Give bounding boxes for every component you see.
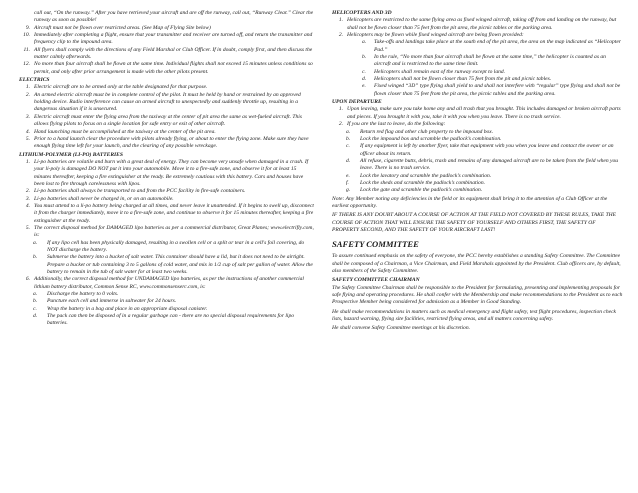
electrics-list [19,84,314,150]
list-text: Electric aircraft must enter the flying area from the taxiway at the center of pit area the same as wet-fueled aircraft. This allows flying pilots to focus on a single location for safe entry or exit of other aircraft. [34,113,302,128]
list-text: If any lipo cell has been physically damaged, resulting in a swollen cell or a split or tear in a cell's foil covering, do NOT discharge the battery. [47,239,305,253]
list-text: Helicopters shall not be flown closer than 75 feet from the pit and picnic tables. [374,76,552,83]
list-number: 5. [25,135,30,142]
list-number: f. [346,179,349,186]
list-text: Immediately after completing a flight, ensure that your transmitter and receiver are turned off, and return the transmitter and frequency clip to the impound area. [34,32,313,46]
list-item [19,188,314,195]
lipo-undamaged-disposal-list [19,291,314,328]
list-text: Helicopters shall remain east of the runway except to land. [374,68,506,75]
deficiency-note: Note: Any Member noting any deficiencies in the field or its equipment shall bring it to the attention of a Club Officer at the earliest opportunity. [332,195,608,209]
list-text: No more than four aircraft shall be flown at the same time. Individual flights shall not exceed 15 minutes unless conditions so permit, and only after prior arrangement is made with the other pilots present. [34,61,313,75]
list-text: Discharge the battery to 0 volts. [47,291,119,298]
list-number: g. [346,187,351,194]
list-number: c. [362,68,366,75]
doubt-statement: IF THERE IS ANY DOUBT ABOUT A COURSE OF ACTION AT THE FIELD NOT COVERED BY THESE RULES, TAKE THE COURSE OF ACTION THAT WILL ENSURE THE SAFETY OF YOURSELF AND OTHERS FIRST, THE SAFETY OF PROPERTY SECOND, AND THE SAFETY OF YOUR AIRCRAFT LAST! [332,212,617,233]
list-number: d. [33,313,38,320]
list-item [19,196,314,203]
list-item [19,203,314,225]
list-text: Fixed winged “3D” type flying shall yield to and shall not interfere with “regular” type flying and shall not be flown closer than 75 feet from the pit area, the picnic tables and the parking area. [374,83,621,97]
continued-text [19,10,314,25]
list-text: Hand launching must be accomplished at the taxiway at the center of the pit area. [34,128,216,135]
list-number: 4. [25,128,30,135]
list-number: 12. [23,61,30,68]
list-text: Aircraft must not be flown over restricted areas. (See Map of Flying Site below) [34,24,211,31]
list-number: b. [33,254,38,261]
runway-rules-list [19,25,314,76]
departure-list [332,106,624,128]
list-number: 3. [25,195,30,202]
list-text: Lock the impound box and scramble the padlock’s combination. [360,135,502,142]
safety-chairman-heading: SAFETY COMMITTEE CHAIRMAN [332,277,420,284]
list-item [332,106,624,121]
list-text: Li-po batteries shall always be transported to and from the PCC facility in fire-safe containers. [34,188,246,195]
list-number: 3. [25,113,30,120]
electrics-heading: ELECTRICS [19,77,50,84]
list-item [19,92,314,114]
list-number: 5. [25,224,30,231]
list-item [332,187,624,194]
list-text: Helicopters are restricted to the same flying area as fixed winged aircraft, taking off from and landing on the runway, but shall not be flown closer than 75 feet from the pit area, the picnic tables or the parking area. [347,17,617,31]
helicopters-provisions-list [332,39,624,98]
list-item [332,54,624,69]
list-number: 6. [25,276,30,283]
list-number: 1. [338,106,343,113]
list-number: d. [362,76,367,83]
list-number: 11. [23,46,30,53]
list-text: If any equipment is left by another flyer, take that equipment with you when you leave and contact the owner or an officer about its return. [360,143,614,157]
list-item [19,313,314,328]
list-number: 2. [338,121,343,128]
list-text: Electric aircraft are to be armed only at the table designated for that purpose. [34,84,208,91]
list-item [19,32,314,47]
list-item [19,159,314,188]
list-number: 9. [25,24,30,31]
list-number: a. [346,128,351,135]
list-text: The pack can then be disposed of in a regular garbage can - there are no special disposal requirements for lipo batteries. [47,313,295,327]
list-item [19,114,314,129]
list-number: 4. [25,202,30,209]
chairman-paragraph-3: He shall convene Safety Committee meetings at his discretion. [332,325,470,332]
safety-committee-paragraph: To assure continued emphasis on the safety of everyone, the PCC hereby establishes a standing Safety Committee. The Committee shall be composed of a Chairman, a Vice Chairman, and Field Marshals appointed by the President. Club officers are, by default, also members of the Safety Committee. [332,253,621,274]
chairman-paragraph-1: The Safety Committee Chairman shall be responsible to the President for formulating, presenting and implementing proposals for safe flying and operating procedures. He shall confer with the Membership and make recommendations to the President as to each Prospective Member being considered for admission as a Member in Good Standing. [332,284,623,306]
list-number: c. [33,305,37,312]
helicopters-heading: HELICOPTERS AND 3D [332,10,392,16]
list-item [332,129,624,136]
list-text: You must attend to a li-po battery being charged at all times, and never leave it unattended. If it begins to swell up, disconnect it from the charger immediately, move it to a fire-safe zone, and continue to observe it for 15 minutes thereafter, keeping a fire extinguisher at the ready. [34,202,314,224]
list-item [19,254,314,276]
list-item [332,83,624,98]
list-text: All flyers shall comply with the directions of any Field Marshal or Club Officer. If in doubt, comply first, and then discuss the matter calmly afterwards. [34,46,313,61]
list-text: In the rule, “No more than four aircraft shall be flown at the same time,” the helicopter is counted as an aircraft and is restricted to the same time limit. [374,54,606,68]
list-text: Return red flag and other club property to the impound box. [360,128,494,135]
list-item [19,129,314,136]
list-number: b. [33,298,38,305]
list-number: 1. [338,17,343,24]
list-number: b. [346,135,351,142]
list-text: Upon leaving, make sure you take home any and all trash that you brought. This includes damaged or broken aircraft parts and pieces. If you brought it with you, take it with you when you leave. There is no trash service. [347,106,621,120]
list-text: Lock the sheds and scramble the padlock’s combination. [360,179,485,186]
list-text: Additionally, the correct disposal method for UNDAMAGED lipo batteries, as per the instructions of another commercial lithium battery distributor, Common Sense RC, www.commonsenserc.com, is: [34,276,304,290]
list-item [19,298,314,305]
list-number: a. [362,39,367,46]
list-text: Submerse the battery into a bucket of salt water. This container should have a lid, but it does not need to be airtight. Prepare a bucket or tub containing 3 to 5 gallons of cold water, and mix in 1/2 cup of salt per gallon of water. Allow the battery to remain in the tub of salt water for at least two weeks. [47,254,313,276]
list-number: 1. [25,158,30,165]
list-item [19,25,314,32]
list-item [19,240,314,255]
list-text: Li-po batteries shall never be charged in, or on an automobile. [34,195,174,202]
safety-committee-heading: SAFETY COMMITTEE [332,239,419,250]
list-number: 1. [25,84,30,91]
list-item [332,180,624,187]
list-item [19,61,314,76]
list-item [19,136,314,151]
list-number: a. [33,239,38,246]
helicopters-list [332,17,624,39]
list-item [19,47,314,62]
list-text: Take-offs and landings take place at the south end of the pit area, the area on the map indicated as “Helicopter Pad.” [374,39,621,53]
lipo-damaged-disposal-list [19,240,314,277]
list-item [19,225,314,240]
list-number: 2. [25,91,30,98]
list-number: 2. [25,188,30,195]
list-text: Prior to a hand launch clear the procedure with pilots already flying, or about to enter the flying zone. Make sure they have enough flying time left for your launch, and the clearing of any possible wreckage. [34,135,309,150]
list-number: e. [362,83,366,90]
departure-heading: UPON DEPARTURE [332,99,382,106]
lipo-list [19,159,314,240]
lipo-heading: LITHIUM-POLYMER (LI-PO) BATTERIES [19,151,123,158]
list-item [332,173,624,180]
list-text: The correct disposal method for DAMAGED lipo batteries as per a commercial distributor, Great Planes; www.electrifly.com, is: [34,224,314,239]
list-number: 2. [338,32,343,39]
left-column [19,10,314,328]
list-text: Li-po batteries are volatile and burn with a great deal of energy. They can become very unsafe when damaged in a crash. If your li-poly is damaged DO NOT put it into your automobile. Move it to a fire-safe zone, and observe it for at least 15 minutes thereafter, keeping a fire extinguisher at the ready. Be extremely cautious with this battery. Cars and houses have been lost to fire through carelessness with lipos. [34,158,309,187]
list-text: Puncture each cell and immerse in saltwater for 24 hours. [47,298,177,305]
list-text: Wrap the battery in a bag and place in an appropriate disposal canister. [47,305,208,312]
continued-line: call out, “On the runway.” After you have retrieved your aircraft and are off the runway, call out, “Runway Clear.” Clear the runway as soon as possible! [34,10,314,24]
list-text: If you are the last to leave, do the following: [347,121,446,128]
list-number: c. [346,143,350,150]
last-to-leave-list [332,129,624,195]
lipo-item-6 [19,276,314,291]
list-number: d. [346,157,351,164]
list-item [332,39,624,54]
list-number: e. [346,172,350,179]
chairman-paragraph-2: He shall make recommendations in matters such as medical emergency and flight safety, test flight procedures, inspection check lists, hazard warning, flying site facilities, restricted flying areas, and all matters concerning safety. [332,308,617,323]
list-item [332,17,624,32]
list-item [332,143,624,158]
list-item [332,69,624,76]
list-item [332,121,624,128]
list-text: All refuse, cigarette butts, debris, trash and remains of any damaged aircraft are to be taken from the field when you leave. There is no trash service. [360,157,619,172]
list-item [332,158,624,173]
list-text: Helicopters may be flown while fixed winged aircraft are being flown provided: [347,32,524,39]
right-column [332,10,624,335]
list-item [19,84,314,91]
list-text: Lock the lavatory and scramble the padlock’s combination. [360,172,492,179]
list-number: 10. [23,32,30,39]
list-text: Lock the gate and scramble the padlock’s combination. [360,187,483,194]
list-number: b. [362,54,367,61]
list-number: a. [33,291,38,298]
list-text: An armed electric aircraft must be in complete control of the pilot. It must be held by hand or restrained by an approved holding device. Radio interference can cause an armed aircraft to unexpectedly and suddenly throttle up, resulting in a dangerous situation if it is unsecured. [34,91,301,113]
list-item [19,306,314,313]
